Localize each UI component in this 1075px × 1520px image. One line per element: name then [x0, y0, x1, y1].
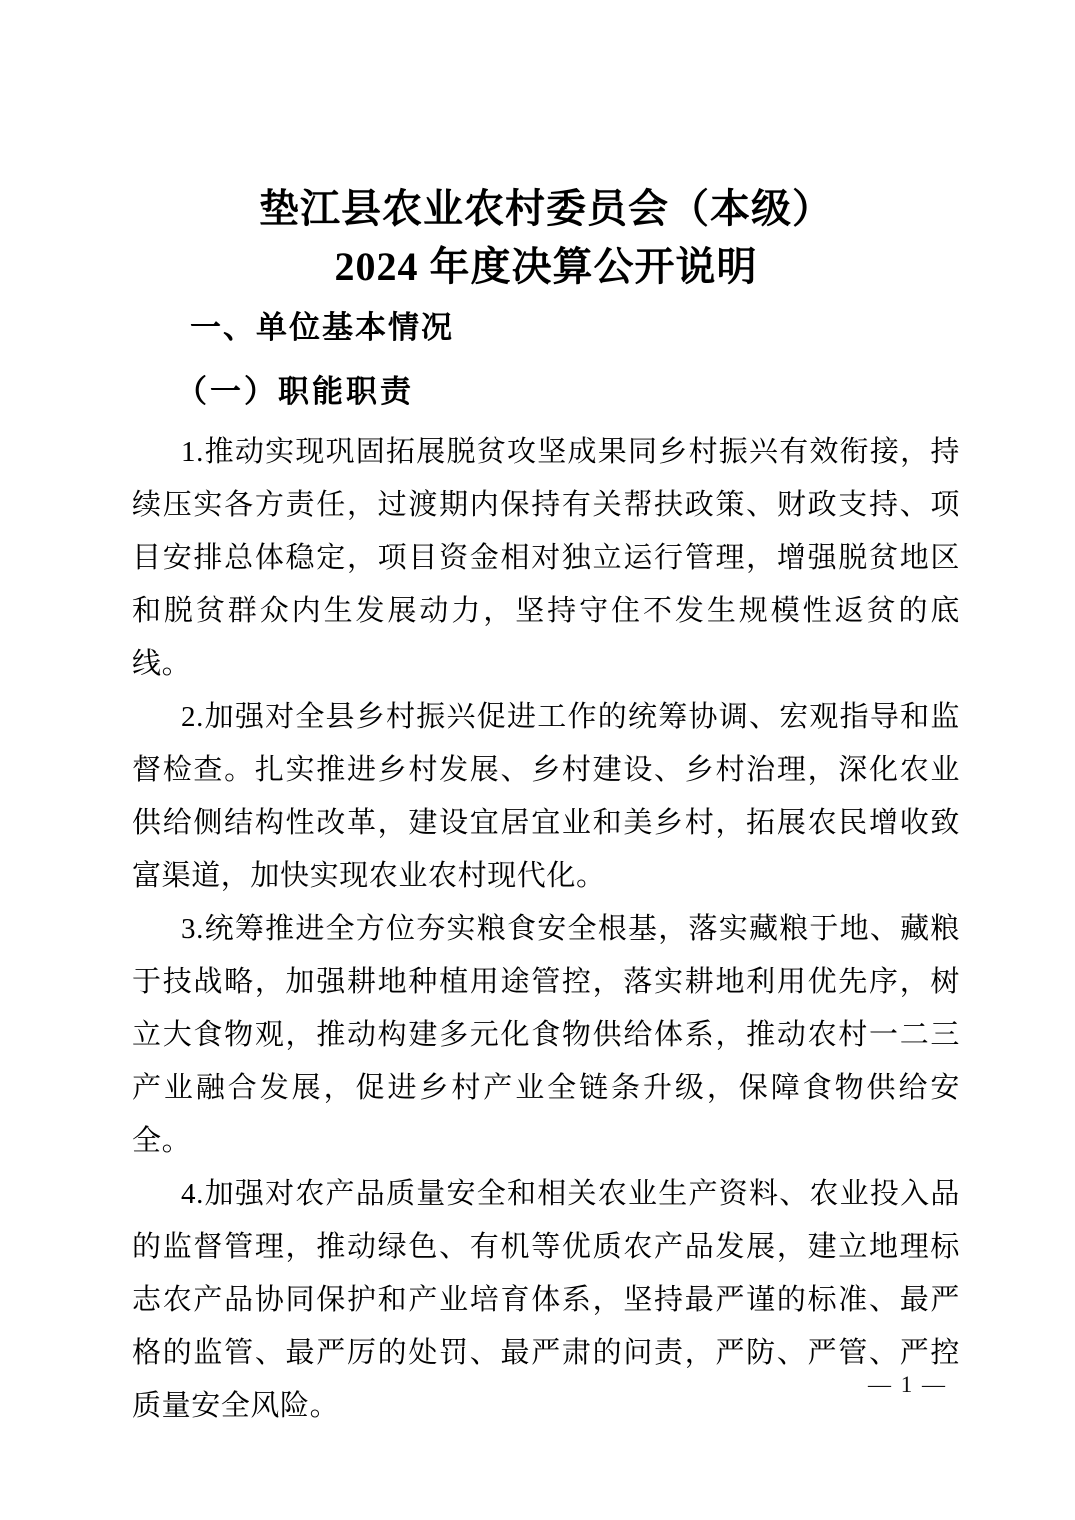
document-content [132, 0, 960, 1433]
page-number: — 1 — [868, 1372, 947, 1397]
document-title-line1: 垫江县农业农村委员会（本级） [259, 186, 833, 231]
document-title [132, 180, 960, 296]
document-title-line2: 2024 年度决算公开说明 [334, 244, 758, 289]
subsection-heading-duties: （一）职能职责 [176, 374, 414, 409]
paragraph-duty-2: 2.加强对全县乡村振兴促进工作的统筹协调、宏观指导和监督检查。扎实推进乡村发展、乡村建设、乡村治理，深化农业供给侧结构性改革，建设宜居宜业和美乡村，拓展农民增收致富渠道，加快实现农业农村现代化。 [132, 701, 960, 892]
paragraph-duty-3: 3.统筹推进全方位夯实粮食安全根基，落实藏粮于地、藏粮于技战略，加强耕地种植用途管控，落实耕地利用优先序，树立大食物观，推动构建多元化食物供给体系，推动农村一二三产业融合发展，促进乡村产业全链条升级，保障食物供给安全。 [132, 913, 960, 1157]
paragraph-duty-4: 4.加强对农产品质量安全和相关农业生产资料、农业投入品的监督管理，推动绿色、有机等优质农产品发展，建立地理标志农产品协同保护和产业培育体系，坚持最严谨的标准、最严格的监管、最严厉的处罚、最严肃的问责，严防、严管、严控质量安全风险。 [132, 1178, 960, 1422]
section-heading-basic-info: 一、单位基本情况 [190, 310, 454, 345]
paragraph-duty-1: 1.推动实现巩固拓展脱贫攻坚成果同乡村振兴有效衔接，持续压实各方责任，过渡期内保持有关帮扶政策、财政支持、项目安排总体稳定，项目资金相对独立运行管理，增强脱贫地区和脱贫群众内生发展动力，坚持守住不发生规模性返贫的底线。 [132, 436, 960, 680]
body-text [132, 426, 960, 1433]
